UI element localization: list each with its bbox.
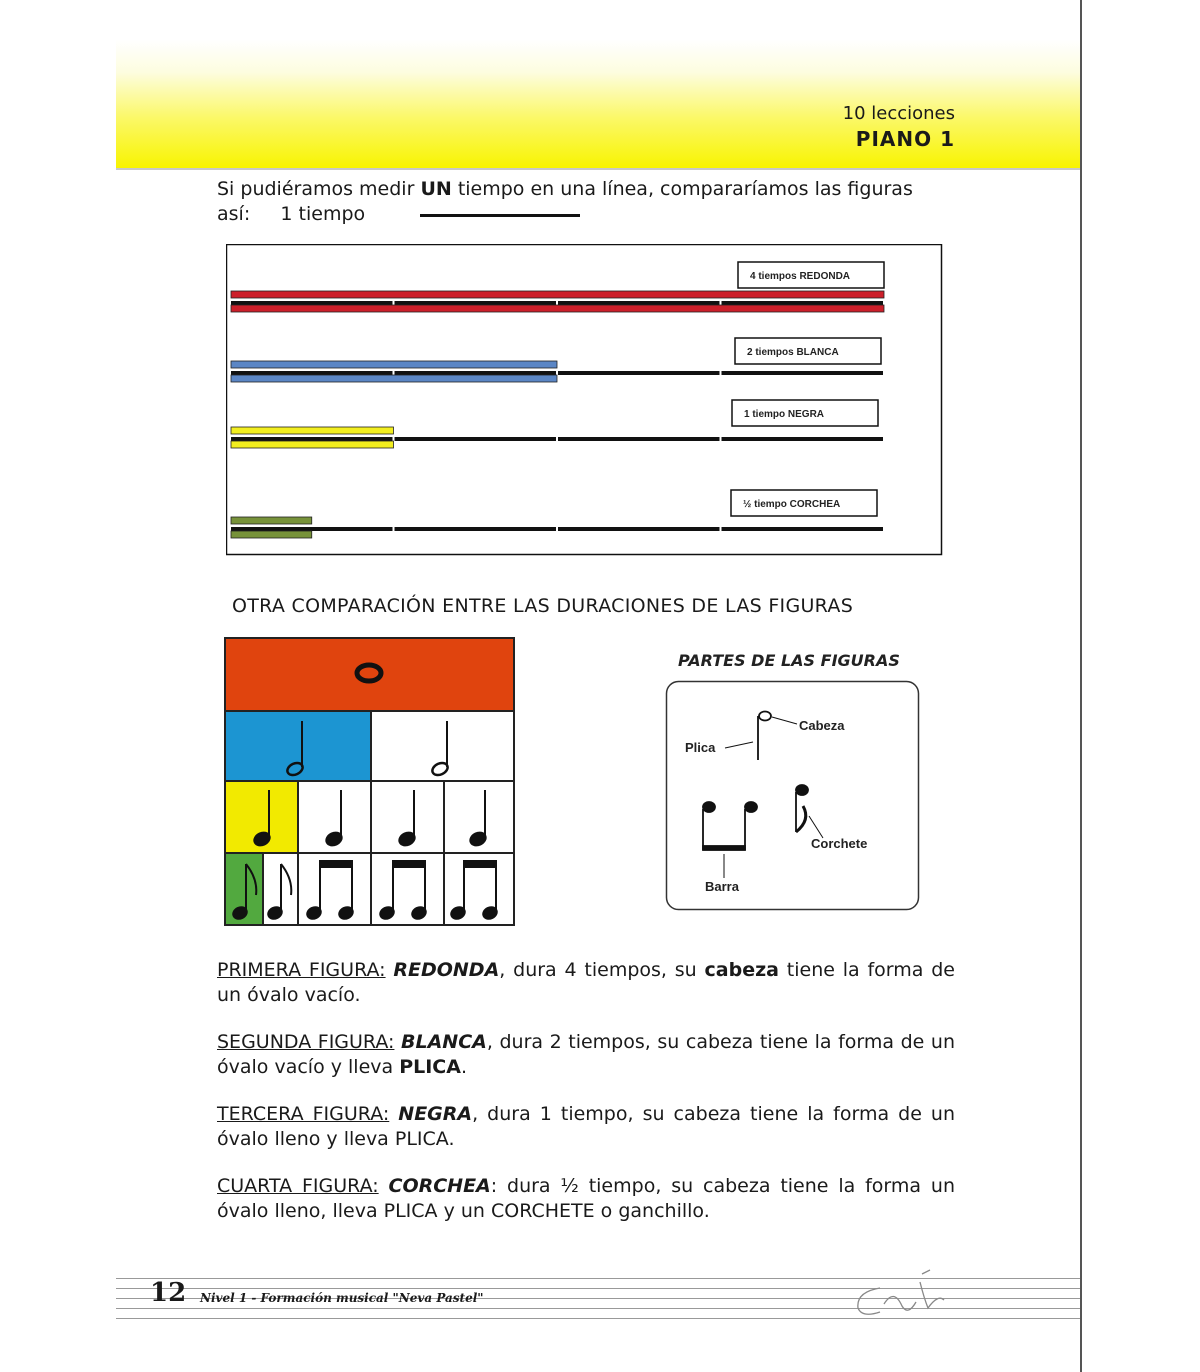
intro-text-a: Si pudiéramos medir <box>217 178 421 200</box>
beat-line-segment <box>722 527 884 531</box>
figure-label: PRIMERA FIGURA: <box>217 959 386 981</box>
beat-label: 4 tiempos REDONDA <box>750 271 851 282</box>
footer-text: Nivel 1 - Formación musical "Neva Pastel" <box>200 1291 484 1305</box>
signature-logo-icon <box>850 1268 950 1320</box>
figure-name: CORCHEA <box>388 1175 491 1197</box>
figure-text: , dura 1 tiempo, su cabeza tiene la forma de un óvalo lleno y lleva PLICA. <box>217 1103 955 1150</box>
beat-bar <box>231 291 884 298</box>
label-cabeza: Cabeza <box>799 718 845 733</box>
beat-line-segment <box>722 437 884 441</box>
header-divider <box>116 168 1080 170</box>
figure-name: REDONDA <box>393 959 500 981</box>
figure-label: CUARTA FIGURA: <box>217 1175 379 1197</box>
figure-description <box>217 1102 955 1152</box>
one-beat-line <box>420 214 580 217</box>
label-barra: Barra <box>705 879 739 894</box>
beat-bar <box>231 375 557 382</box>
beamed-note-head-icon <box>745 802 757 812</box>
beat-line-segment <box>395 371 557 375</box>
figure-description <box>217 1030 955 1080</box>
beat-line-segment <box>722 301 884 305</box>
figure-label: TERCERA FIGURA: <box>217 1103 390 1125</box>
beat-line-segment <box>395 301 557 305</box>
beat-bar <box>231 427 394 434</box>
beat-line-segment <box>231 527 393 531</box>
grid-cell-blanca <box>371 711 514 781</box>
beat-line-segment <box>231 437 393 441</box>
grid-cell-redonda <box>225 638 514 711</box>
parts-diagram <box>665 680 920 912</box>
beat-line-segment <box>722 371 884 375</box>
beat-line-segment <box>558 527 720 531</box>
beat-bar <box>231 361 557 368</box>
beat-bar <box>231 305 884 312</box>
figure-text-end: tiene la forma de un óvalo vacío. <box>217 959 955 1006</box>
page-edge <box>1080 0 1082 1372</box>
beam-icon <box>703 846 745 850</box>
beat-line-segment <box>558 301 720 305</box>
figure-name: NEGRA <box>398 1103 473 1125</box>
beat-line-segment <box>395 437 557 441</box>
grid-cell-blanca-colored <box>225 711 371 781</box>
intro-text-b: tiempo en una línea, compararíamos las figuras <box>451 178 913 200</box>
parts-frame <box>667 682 919 910</box>
figure-text-end: . <box>460 1056 467 1078</box>
beat-line-segment <box>231 301 393 305</box>
beat-bars-figure <box>226 244 943 556</box>
figure-text: , dura 2 tiempos, su cabeza tiene la forma de un óvalo vacío y lleva <box>217 1031 956 1078</box>
figure-description <box>217 1174 955 1224</box>
figure-duration-grid <box>224 637 516 927</box>
page-number: 12 <box>150 1278 187 1308</box>
beat-line-segment <box>558 371 720 375</box>
beat-bar <box>231 531 312 538</box>
label-plica: Plica <box>685 740 716 755</box>
figure-text: : dura ½ tiempo, su cabeza tiene la forma un óvalo lleno, lleva PLICA y un CORCHETE o ganchillo. <box>217 1175 955 1222</box>
beat-line-segment <box>231 371 393 375</box>
beat-label: 2 tiempos BLANCA <box>747 347 839 358</box>
beat-line-segment <box>395 527 557 531</box>
beat-line-segment <box>558 437 720 441</box>
figure-bold: cabeza <box>704 959 779 981</box>
beat-bar <box>231 517 312 524</box>
intro-bold: UN <box>420 178 452 200</box>
comparison-title: OTRA COMPARACIÓN ENTRE LAS DURACIONES DE LAS FIGURAS <box>232 595 854 617</box>
parts-title: PARTES DE LAS FIGURAS <box>678 651 900 670</box>
beat-label: ½ tiempo CORCHEA <box>743 499 841 510</box>
figure-text: , dura 4 tiempos, su <box>499 959 705 981</box>
figure-name: BLANCA <box>401 1031 487 1053</box>
figure-label: SEGUNDA FIGURA: <box>217 1031 395 1053</box>
intro-paragraph <box>217 177 955 202</box>
figure-bold: PLICA <box>399 1056 461 1078</box>
beat-label: 1 tiempo NEGRA <box>744 409 825 420</box>
beat-bar <box>231 441 394 448</box>
figure-description <box>217 958 955 1008</box>
intro-line2: así: 1 tiempo <box>217 203 366 225</box>
beamed-note-head-icon <box>703 802 715 812</box>
header-title: PIANO 1 <box>855 127 955 151</box>
header-subtitle: 10 lecciones <box>842 103 955 124</box>
label-corchete: Corchete <box>811 836 868 851</box>
flagged-note-head-icon <box>796 785 808 795</box>
